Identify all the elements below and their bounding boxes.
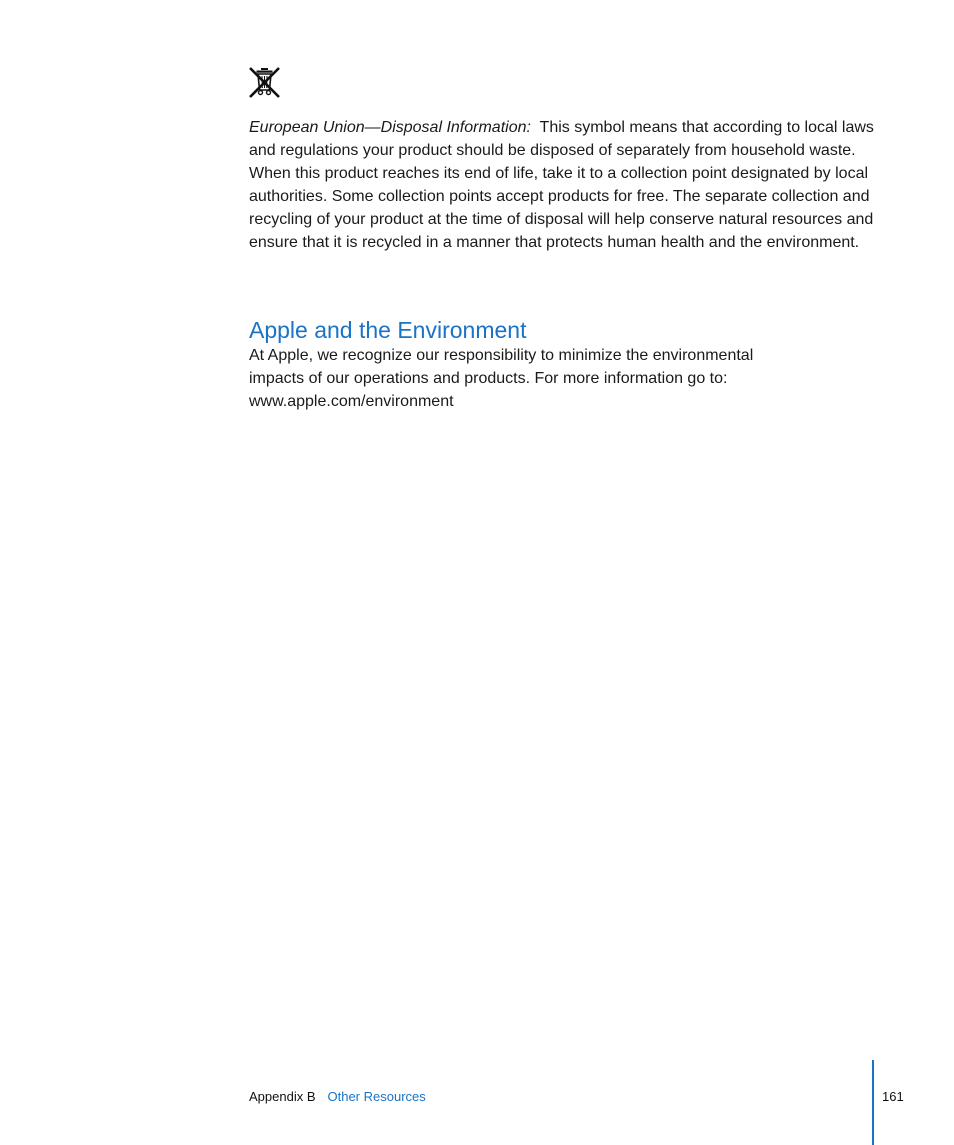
footer-appendix: Appendix B xyxy=(249,1089,316,1104)
environment-link[interactable]: www.apple.com/environment xyxy=(249,393,454,410)
footer xyxy=(249,1088,426,1106)
footer-divider xyxy=(872,1060,874,1145)
eu-disposal-text: This symbol means that according to local laws and regulations your product should be disposed of separately from household waste. When this product reaches its end of life, take it to a collection point designated by local authorities. Some collection points accept products for free. The separate collection and recycling of your product at the time of disposal will help conserve natural resources and ensure that it is recycled in a manner that protects human health and the environment. xyxy=(249,119,874,251)
eu-disposal-paragraph xyxy=(249,116,879,254)
footer-section-link[interactable]: Other Resources xyxy=(327,1089,426,1104)
page-number: 161 xyxy=(882,1089,904,1104)
environment-paragraph xyxy=(249,344,789,413)
section-heading: Apple and the Environment xyxy=(249,317,527,343)
environment-line-1: At Apple, we recognize our responsibility to minimize the environmental xyxy=(249,347,754,364)
eu-disposal-lead: European Union—Disposal Information: xyxy=(249,119,531,136)
environment-line-2: impacts of our operations and products. For more information go to: xyxy=(249,370,728,387)
crossed-out-wheeled-bin-icon xyxy=(248,66,281,99)
